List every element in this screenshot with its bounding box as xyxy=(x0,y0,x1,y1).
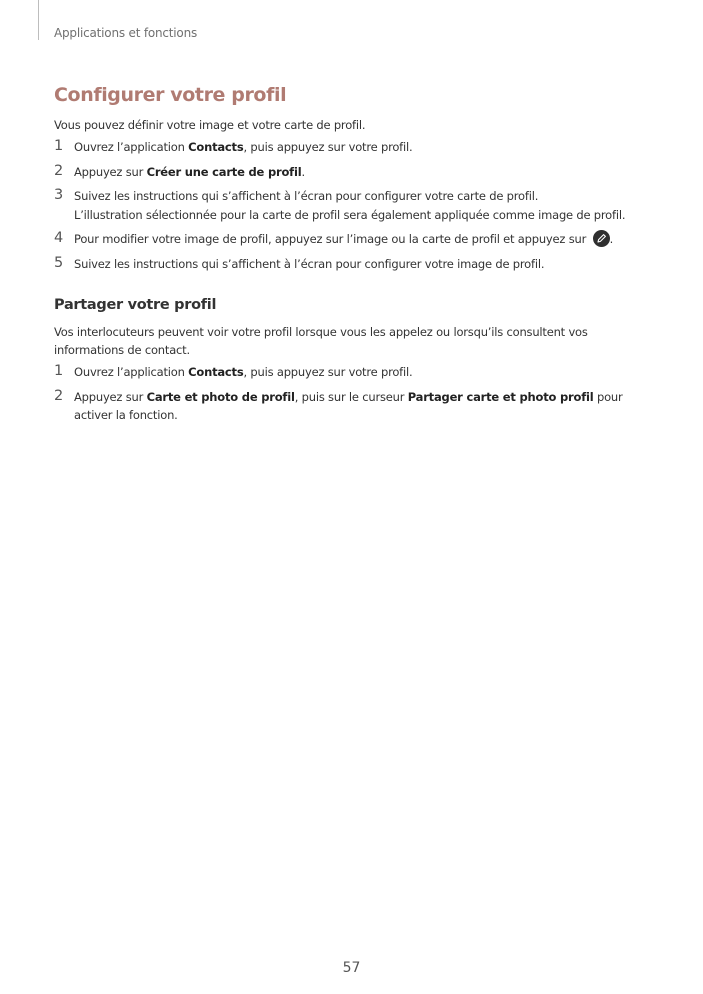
section-intro: Vous pouvez définir votre image et votre carte de profil. xyxy=(54,118,366,132)
step-text-part: Appuyez sur xyxy=(74,389,147,404)
step-bold-term: Contacts xyxy=(188,140,244,154)
steps-list xyxy=(54,363,654,425)
step-number: 5 xyxy=(54,254,64,271)
step-text-part: . xyxy=(609,232,614,246)
step-bold-term: Partager carte et photo profil xyxy=(407,389,594,404)
subsection-title: Partager votre profil xyxy=(54,297,217,313)
page-content xyxy=(54,82,654,431)
step-text-part: Ouvrez l’application xyxy=(74,365,189,379)
step-text xyxy=(74,189,654,224)
step-item xyxy=(54,187,654,224)
step-text-part: Ouvrez l’application xyxy=(74,140,189,154)
step-number: 3 xyxy=(54,187,64,203)
step-number: 4 xyxy=(54,230,64,246)
step-item xyxy=(54,230,654,249)
step-bold-term: Carte et photo de profil xyxy=(146,389,295,404)
step-bold-term: Créer une carte de profil xyxy=(146,164,302,179)
steps-list xyxy=(54,138,654,273)
step-text xyxy=(74,140,412,154)
step-item xyxy=(54,255,654,274)
step-item xyxy=(54,138,654,157)
step-number: 2 xyxy=(54,162,64,179)
step-text-part: Appuyez sur xyxy=(74,164,147,179)
step-text xyxy=(74,390,623,423)
step-text: Suivez les instructions qui s’affichent à l’écran pour configurer votre image de profil. xyxy=(74,256,545,271)
step-text-part: , puis appuyez sur votre profil. xyxy=(243,365,413,379)
step-text xyxy=(74,365,412,379)
pencil-edit-icon xyxy=(593,230,610,247)
step-number: 1 xyxy=(54,138,64,154)
step-number: 1 xyxy=(54,363,64,379)
step-item xyxy=(54,363,654,382)
step-text-part: , puis sur le curseur xyxy=(294,389,408,404)
step-item xyxy=(54,163,654,182)
step-text-part: Suivez les instructions qui s’affichent à l’écran pour configurer votre carte de profil. xyxy=(74,189,539,203)
subsection-intro: Vos interlocuteurs peuvent voir votre profil lorsque vous les appelez ou lorsqu’ils consultent vos informations de contact. xyxy=(54,325,588,357)
step-text-part: . xyxy=(301,164,305,179)
step-text xyxy=(74,165,305,179)
step-text xyxy=(74,232,613,246)
step-text-part: , puis appuyez sur votre profil. xyxy=(243,140,413,154)
step-item xyxy=(54,388,654,425)
page-number: 57 xyxy=(342,960,361,976)
step-bold-term: Contacts xyxy=(188,365,244,379)
step-number: 2 xyxy=(54,387,64,404)
section-title: Configurer votre profil xyxy=(54,84,287,106)
step-text-part: pour activer la fonction. xyxy=(74,389,623,422)
step-text-part: Pour modifier votre image de profil, appuyez sur l’image ou la carte de profil et appuyez sur xyxy=(74,232,590,246)
section-header: Applications et fonctions xyxy=(54,26,198,40)
header-divider xyxy=(38,0,39,40)
step-note: L’illustration sélectionnée pour la carte de profil sera également appliquée comme image de profil. xyxy=(74,207,626,222)
